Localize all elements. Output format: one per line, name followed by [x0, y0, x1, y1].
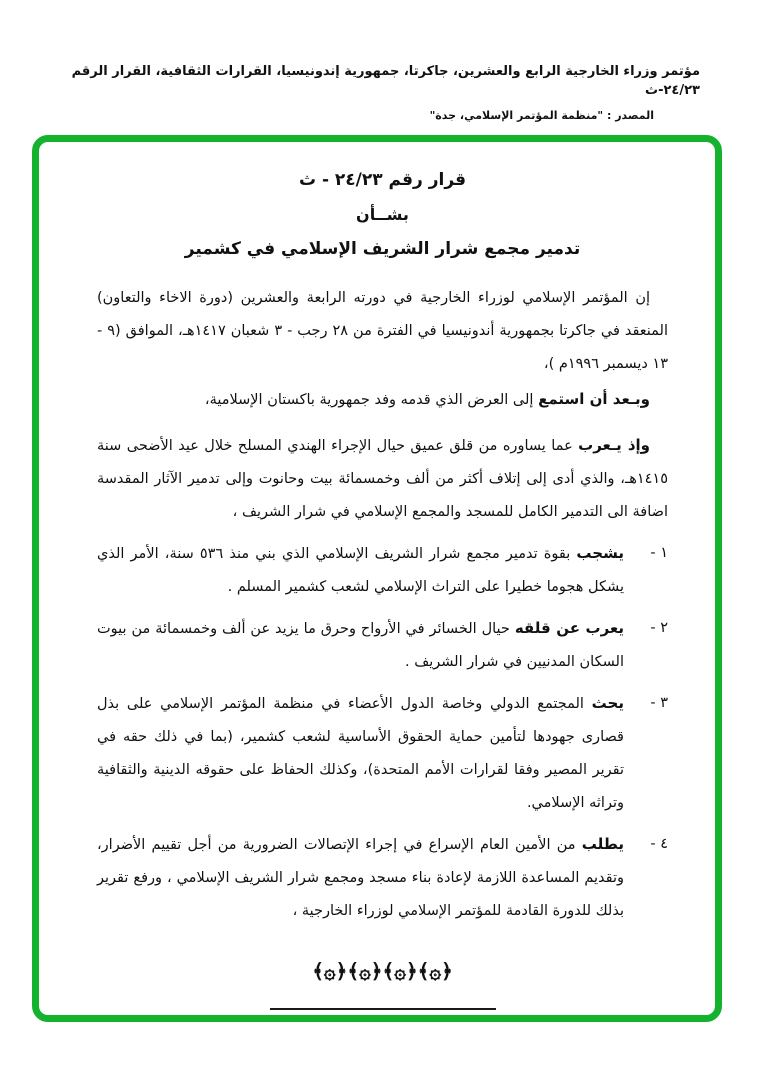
- resolution-number-title: قرار رقم ٢٤/٢٣ - ث: [298, 170, 467, 190]
- item-3-number: ٣ -: [650, 695, 668, 711]
- item-4-lead: يطلب: [581, 835, 625, 853]
- item-1-number: ١ -: [650, 545, 668, 561]
- preamble-paragraph-2-text: إلى العرض الذي قدمه وفد جمهورية باكستان الإسلامية،: [204, 392, 534, 408]
- item-4-number: ٤ -: [650, 836, 668, 852]
- preamble-paragraph-2-lead: وبـعد أن استمع: [538, 390, 650, 408]
- preamble-paragraph-2: [97, 383, 668, 417]
- title-subject: تدمير مجمع شرار الشريف الإسلامي في كشمير: [184, 239, 581, 259]
- item-4-body-text: من الأمين العام الإسراع في إجراء الإتصالات الضرورية من أجل تقييم الأضرار، وتقديم المساعدة اللازمة لإعادة بناء مسجد ومجمع شرار الشريف الإسلامي ، ورفع تقرير بذلك للدورة القادمة للمؤتمر الإسلامي لوزراء الخارجية ،: [97, 837, 624, 919]
- title-concerning: بشــأن: [356, 205, 409, 224]
- preamble-paragraph-1: [97, 282, 668, 381]
- preamble-paragraph-3: [97, 429, 668, 529]
- item-3-body-text: المجتمع الدولي وخاصة الدول الأعضاء في منظمة المؤتمر الإسلامي على بذل قصارى جهودها لتأمين حماية الحقوق الأساسية لشعب كشمير، (بما في ذلك حقه في تقرير المصير وفقا لقرارات الأمم المتحدة)، وكذلك الحفاظ على حقوقه الدينية والثقافية وتراثه الإسلامي.: [97, 696, 624, 811]
- resolution-body: [39, 142, 715, 1010]
- item-1-text: [97, 537, 624, 604]
- preamble-paragraph-3-lead: وإذ يـعرب: [578, 436, 650, 454]
- item-3-lead: يحث: [591, 694, 624, 712]
- list-item-2: [97, 612, 668, 679]
- operative-items-list: [97, 537, 668, 928]
- ornament-divider: ﴿۞﴾﴿۞﴾﴿۞﴾﴿۞﴾: [312, 959, 453, 983]
- list-item-3: [97, 687, 668, 820]
- item-1-lead: يشجب: [576, 544, 625, 562]
- item-2-body-text: حيال الخسائر في الأرواح وحرق ما يزيد عن ألف وخمسمائة من بيوت السكان المدنيين في شرار الشريف .: [97, 621, 624, 670]
- green-border-frame: [32, 135, 722, 1022]
- resolution-title-block: [97, 168, 668, 262]
- item-2-lead: يعرب عن قلقه: [514, 619, 624, 637]
- item-4-text: [97, 828, 624, 928]
- item-2-number: ٢ -: [650, 620, 668, 636]
- item-2-text: [97, 612, 624, 679]
- header-source-line: المصدر : "منظمة المؤتمر الإسلامي، جدة": [429, 109, 654, 122]
- item-3-text: [97, 687, 624, 820]
- signature-line: [270, 1008, 496, 1010]
- header-citation-line: مؤتمر وزراء الخارجية الرابع والعشرين، جاكرتا، جمهورية إندونيسيا، القرارات الثقافية، القرار الرقم ٢٤/٢٣-ث: [71, 64, 700, 98]
- preamble-paragraph-1-text: إن المؤتمر الإسلامي لوزراء الخارجية في دورته الرابعة والعشرين (دورة الاخاء والتعاون) المنعقد في جاكرتا بجمهورية أندونيسيا في الفترة من ٢٨ رجب - ٣ شعبان ١٤١٧هـ، الموافق (٩ - ١٣ ديسمبر ١٩٩٦م )،: [97, 290, 669, 372]
- list-item-1: [97, 537, 668, 604]
- item-1-body-text: بقوة تدمير مجمع شرار الشريف الإسلامي الذي بني منذ ٥٣٦ سنة، الأمر الذي يشكل هجوما خطيرا على التراث الإسلامي لشعب كشمير المسلم .: [97, 546, 624, 595]
- document-header: [40, 62, 700, 123]
- preamble-paragraph-3-text: عما يساوره من قلق عميق حيال الإجراء الهندي المسلح خلال عيد الأضحى سنة ١٤١٥هـ، والذي أدى إلى إتلاف أكثر من ألف وخمسمائة بيت وحانوت وإلى تدمير الآثار المقدسة اضافة الى التدمير الكامل للمسجد والمجمع الإسلامي في شرار الشريف ،: [97, 438, 668, 520]
- list-item-4: [97, 828, 668, 928]
